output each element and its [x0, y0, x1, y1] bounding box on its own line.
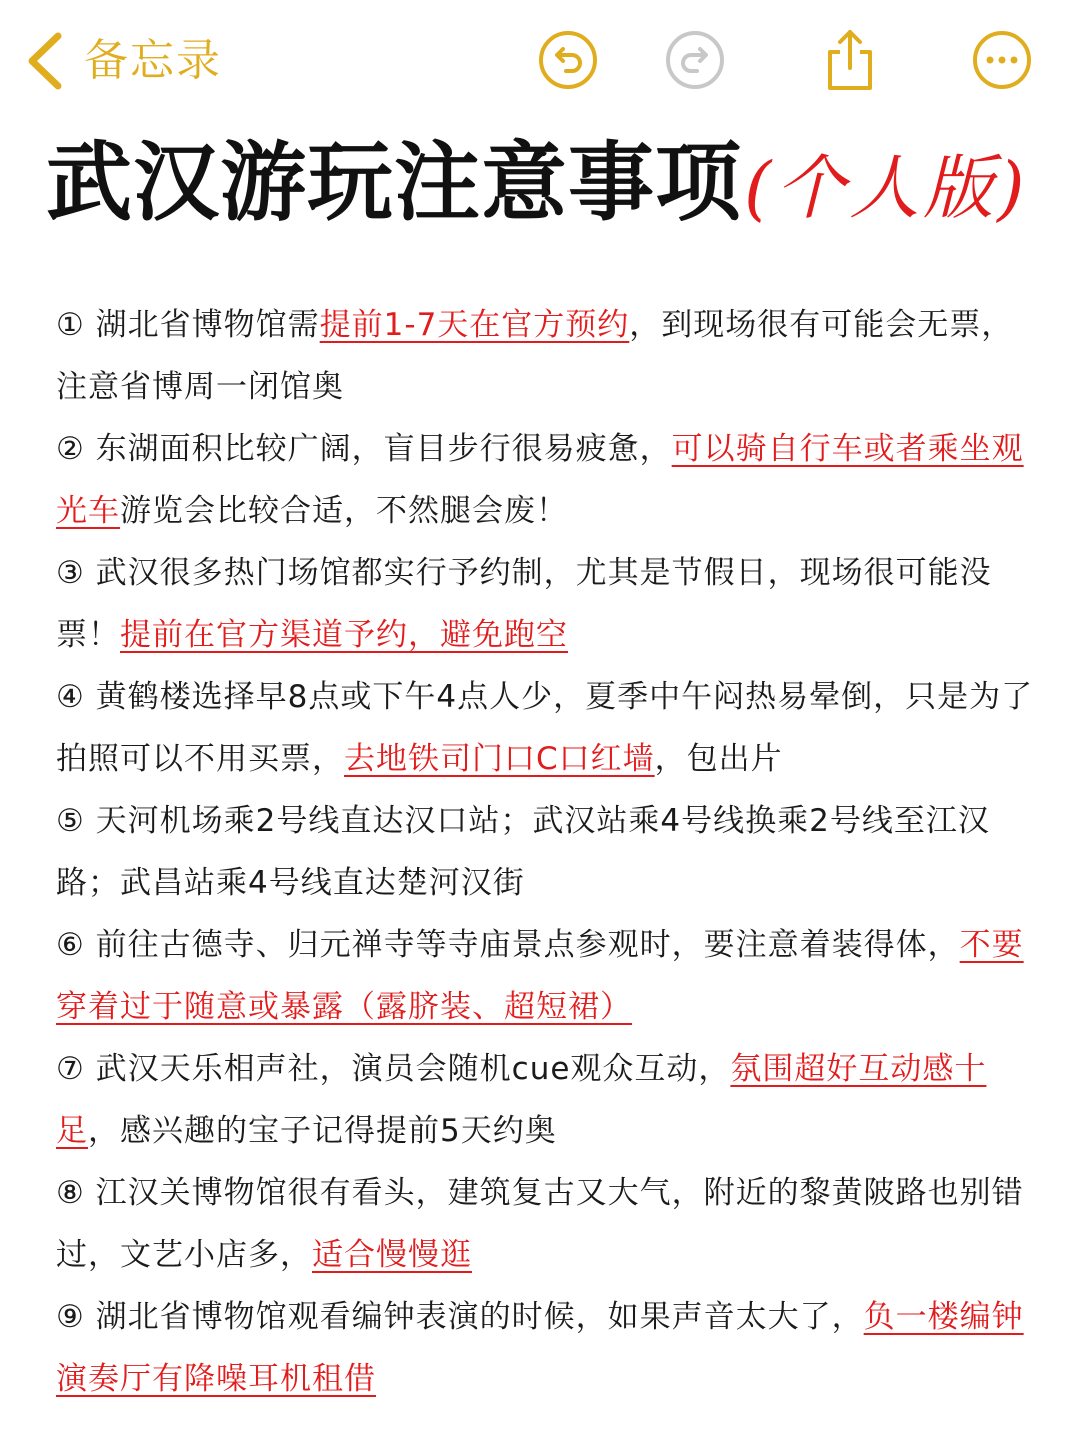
note-text: 武汉天乐相声社，演员会随机cue观众互动， [95, 1051, 731, 1087]
note-number: ① [56, 307, 85, 343]
note-text: 湖北省博物馆观看编钟表演的时候，如果声音太大了， [95, 1299, 864, 1335]
note-text-after: 游览会比较合适，不然腿会废！ [120, 493, 568, 529]
note-text: 东湖面积比较广阔，盲目步行很易疲惫， [95, 431, 672, 467]
more-button[interactable] [970, 28, 1034, 92]
note-number: ⑨ [56, 1299, 85, 1335]
note-text-after: ，包出片 [654, 741, 783, 777]
note-text: 湖北省博物馆需 [95, 307, 320, 343]
page-title [46, 128, 1066, 243]
note-item [56, 1162, 1036, 1286]
note-highlight: 提前在官方渠道予约，避免跑空 [120, 617, 568, 653]
more-icon [970, 28, 1034, 92]
redo-button[interactable] [663, 28, 727, 92]
note-item [56, 1286, 1036, 1410]
title-main: 武汉游玩注意事项 [46, 133, 742, 233]
note-number: ⑤ [56, 803, 85, 839]
note-item [56, 666, 1036, 790]
share-button[interactable] [818, 28, 882, 92]
note-text-after: ，感兴趣的宝子记得提前5天约奥 [88, 1113, 557, 1149]
note-number: ⑦ [56, 1051, 85, 1087]
note-body [56, 294, 1036, 1410]
back-label: 备忘录 [84, 35, 222, 86]
undo-button[interactable] [536, 28, 600, 92]
share-icon [818, 28, 882, 92]
note-highlight: 负一楼编钟演奏厅有降噪耳机租借 [56, 1299, 1024, 1397]
note-text: 武汉很多热门场馆都实行予约制，尤其是节假日，现场很可能没票！ [56, 555, 992, 653]
note-item [56, 294, 1036, 418]
note-item [56, 790, 1036, 914]
back-button[interactable] [22, 26, 222, 96]
note-text: 江汉关博物馆很有看头，建筑复古又大气，附近的黎黄陂路也别错过，文艺小店多， [56, 1175, 1024, 1273]
note-text-after: ，到现场很有可能会无票，注意省博周一闭馆奥 [56, 307, 1014, 405]
note-item [56, 418, 1036, 542]
note-highlight: 可以骑自行车或者乘坐观光车 [56, 431, 1024, 529]
note-number: ⑧ [56, 1175, 85, 1211]
note-text: 天河机场乘2号线直达汉口站；武汉站乘4号线换乘2号线至江汉路；武昌站乘4号线直达楚河汉街 [56, 803, 990, 901]
note-number: ④ [56, 679, 85, 715]
navigation-bar [0, 0, 1080, 120]
note-text: 黄鹤楼选择早8点或下午4点人少，夏季中午闷热易晕倒，只是为了拍照可以不用买票， [56, 679, 1034, 777]
note-item [56, 914, 1036, 1038]
note-number: ② [56, 431, 85, 467]
note-highlight: 适合慢慢逛 [312, 1237, 472, 1273]
note-highlight: 去地铁司门口C口红墙 [344, 741, 655, 777]
note-number: ③ [56, 555, 85, 591]
redo-icon [663, 28, 727, 92]
note-highlight: 氛围超好互动感十足 [56, 1051, 987, 1149]
undo-icon [536, 28, 600, 92]
chevron-left-icon [22, 26, 78, 96]
note-item [56, 1038, 1036, 1162]
note-number: ⑥ [56, 927, 85, 963]
note-highlight: 不要穿着过于随意或暴露（露脐装、超短裙） [56, 927, 1024, 1025]
title-tag: (个人版) [744, 147, 1029, 229]
note-item [56, 542, 1036, 666]
note-highlight: 提前1-7天在官方预约 [319, 307, 630, 343]
note-text: 前往古德寺、归元禅寺等寺庙景点参观时，要注意着装得体， [95, 927, 960, 963]
